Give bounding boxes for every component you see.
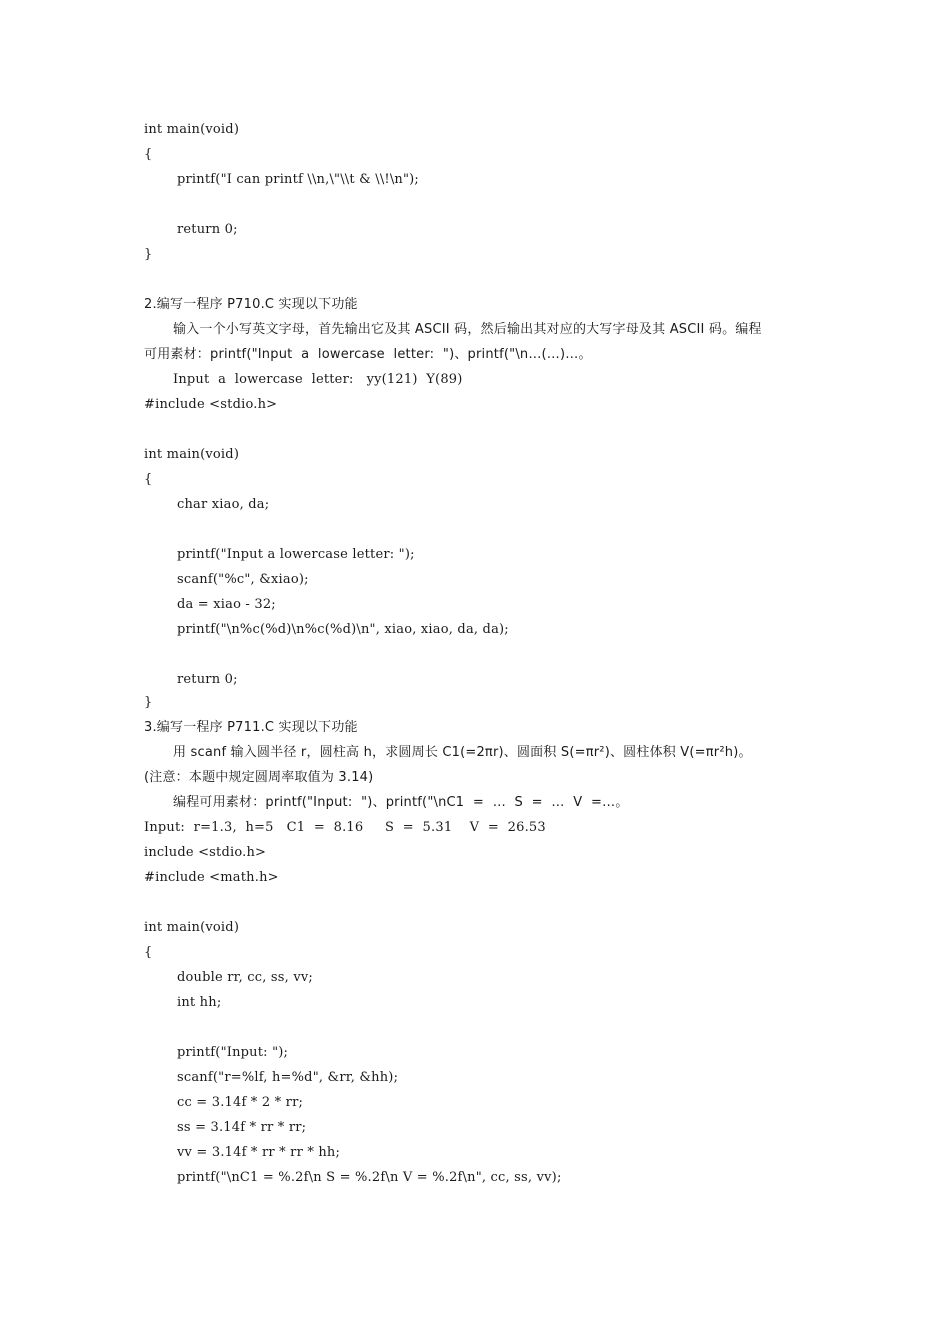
code-line: #include <stdio.h> [144, 397, 278, 412]
code-line: #include <math.h> [144, 870, 279, 885]
code-line: int main(void) [144, 122, 240, 137]
code-line: int hh; [177, 995, 222, 1010]
paragraph-line: 可用素材：printf("Input a lowercase letter: ")、printf("\n…(…)…。 [144, 347, 592, 362]
code-line: scanf("%c", &xiao); [177, 572, 309, 587]
code-line: printf("I can printf \\n,\"\\t & \\!\n"); [177, 172, 420, 187]
code-line: int main(void) [144, 920, 240, 935]
paragraph-line: 用 scanf 输入圆半径 r，圆柱高 h，求圆周长 C1(=2πr)、圆面积 S(=πr²)、圆柱体积 V(=πr²h)。 [173, 745, 752, 760]
code-line: da = xiao - 32; [177, 597, 276, 612]
code-line: { [144, 945, 153, 960]
sample-output: Input: r=1.3, h=5 C1 = 8.16 S = 5.31 V = 26.53 [144, 820, 546, 835]
code-line: { [144, 472, 153, 487]
code-line: } [144, 695, 153, 710]
sample-output: Input a lowercase letter: yy(121) Y(89) [173, 372, 463, 387]
paragraph-line: (注意：本题中规定圆周率取值为 3.14) [144, 770, 374, 785]
code-line: ss = 3.14f * rr * rr; [177, 1120, 307, 1135]
code-line: return 0; [177, 672, 238, 687]
code-line: include <stdio.h> [144, 845, 267, 860]
code-line: { [144, 147, 153, 162]
code-line: printf("\n%c(%d)\n%c(%d)\n", xiao, xiao, da, da); [177, 622, 509, 637]
code-line: printf("\nC1 = %.2f\n S = %.2f\n V = %.2f\n", cc, ss, vv); [177, 1170, 562, 1185]
paragraph-line: 输入一个小写英文字母，首先输出它及其 ASCII 码，然后输出其对应的大写字母及其 ASCII 码。编程 [173, 322, 762, 337]
code-line: vv = 3.14f * rr * rr * hh; [177, 1145, 341, 1160]
code-line: scanf("r=%lf, h=%d", &rr, &hh); [177, 1070, 399, 1085]
code-line: int main(void) [144, 447, 240, 462]
section-heading: 3.编写一程序 P711.C 实现以下功能 [144, 720, 358, 735]
section-heading: 2.编写一程序 P710.C 实现以下功能 [144, 297, 358, 312]
paragraph-line: 编程可用素材：printf("Input: ")、printf("\nC1 = … S = … V =…。 [173, 795, 629, 810]
code-line: return 0; [177, 222, 238, 237]
code-line: printf("Input: "); [177, 1045, 289, 1060]
code-line: } [144, 247, 153, 262]
code-line: double rr, cc, ss, vv; [177, 970, 313, 985]
code-line: char xiao, da; [177, 497, 270, 512]
code-line: printf("Input a lowercase letter: "); [177, 547, 415, 562]
code-line: cc = 3.14f * 2 * rr; [177, 1095, 304, 1110]
